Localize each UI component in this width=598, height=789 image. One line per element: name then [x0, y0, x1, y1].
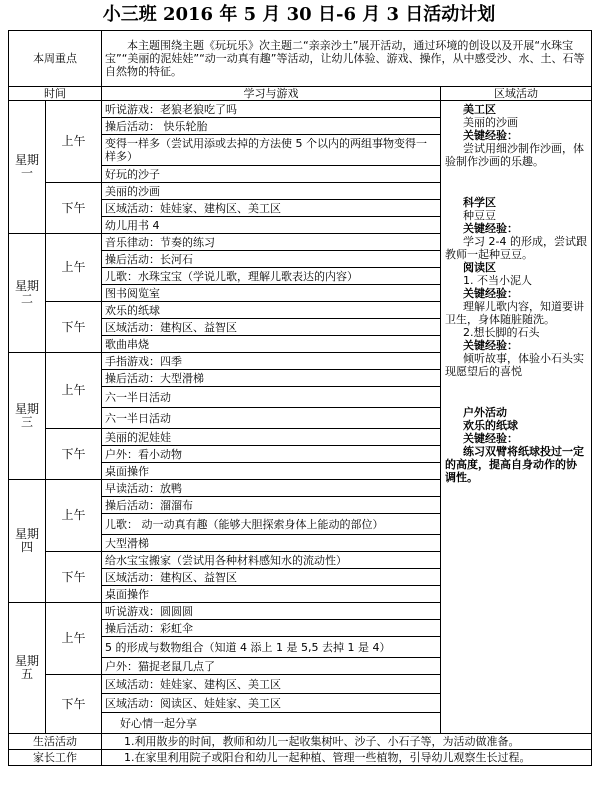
area-reading-desc1: 理解儿歌内容，知道要讲卫生，身体随脏随洗。 [445, 300, 584, 326]
activity: 操后活动：大型滑梯 [102, 370, 441, 387]
area-reading-key2: 关键经验： [463, 339, 518, 352]
wednesday-am: 上午 [46, 353, 102, 429]
area-art-title: 美工区 [463, 103, 496, 116]
header-area: 区域活动 [441, 87, 592, 101]
activity: 区域活动：建构区、益智区 [102, 569, 441, 586]
monday-am: 上午 [46, 101, 102, 183]
activity: 大型滑梯 [102, 535, 441, 552]
activity: 变得一样多（尝试用添或去掉的方法使 5 个以内的两组事物变得一样多） [102, 135, 441, 166]
activity: 欢乐的纸球 [102, 302, 441, 319]
plan-table [8, 30, 592, 766]
monday-pm: 下午 [46, 183, 102, 234]
friday-pm: 下午 [46, 675, 102, 734]
thursday-am: 上午 [46, 480, 102, 552]
activity: 音乐律动：节奏的练习 [102, 234, 441, 251]
area-outdoor-key: 关键经验： [463, 432, 518, 445]
area-outdoor-title: 户外活动 [463, 406, 507, 419]
activity: 户外：猫捉老鼠几点了 [102, 658, 441, 675]
activity: 好心情一起分享 [102, 713, 441, 734]
area-reading-item2: 2.想长脚的石头 [463, 326, 540, 339]
life-text: 1.利用散步的时间，教师和幼儿一起收集树叶、沙子、小石子等，为活动做准备。 [102, 734, 592, 750]
area-activities [441, 101, 592, 734]
day-monday: 星期一 [9, 101, 46, 234]
parent-label: 家长工作 [9, 750, 102, 766]
day-thursday: 星期四 [9, 480, 46, 603]
page-title: 小三班 2016 年 5 月 30 日-6 月 3 日活动计划 [102, 4, 496, 25]
area-science-name: 种豆豆 [463, 209, 496, 222]
focus-text: 本主题围绕主题《玩玩乐》次主题二“亲亲沙土”展开活动，通过环境的创设以及开展“水珠宝宝”“美丽的泥娃娃”“动一动真有趣”等活动，让幼儿体验、游戏、操作，从中感受沙、水、土、石等自然物的特征。 [102, 31, 592, 87]
activity: 幼儿用书 4 [102, 217, 441, 234]
header-learning: 学习与游戏 [102, 87, 441, 101]
activity: 操后活动：彩虹伞 [102, 620, 441, 637]
activity: 区域活动：阅读区、娃娃家、美工区 [102, 694, 441, 713]
day-wednesday: 星期三 [9, 353, 46, 480]
thursday-pm: 下午 [46, 552, 102, 603]
wednesday-pm: 下午 [46, 429, 102, 480]
activity: 户外：看小动物 [102, 446, 441, 463]
area-art-key: 关键经验： [463, 129, 518, 142]
friday-am: 上午 [46, 603, 102, 675]
focus-label: 本周重点 [9, 31, 102, 87]
activity: 六一半日活动 [102, 387, 441, 408]
tuesday-am: 上午 [46, 234, 102, 302]
day-tuesday: 星期二 [9, 234, 46, 353]
area-reading-desc2: 倾听故事，体验小石头实现愿望后的喜悦 [445, 352, 584, 378]
tuesday-pm: 下午 [46, 302, 102, 353]
activity: 六一半日活动 [102, 408, 441, 429]
activity: 儿歌： 动一动真有趣（能够大胆探索身体上能动的部位） [102, 514, 441, 535]
header-time: 时间 [9, 87, 102, 101]
area-art-desc: 尝试用细沙制作沙画，体验制作沙画的乐趣。 [445, 142, 584, 168]
activity: 操后活动：长河石 [102, 251, 441, 268]
activity: 给水宝宝搬家（尝试用各种材料感知水的流动性） [102, 552, 441, 569]
activity: 区域活动：娃娃家、建构区、美工区 [102, 200, 441, 217]
parent-text: 1.在家里利用院子或阳台和幼儿一起种植、管理一些植物，引导幼儿观察生长过程。 [102, 750, 592, 766]
activity: 歌曲串烧 [102, 336, 441, 353]
activity: 区域活动：建构区、益智区 [102, 319, 441, 336]
activity: 5 的形成与数物组合（知道 4 添上 1 是 5,5 去掉 1 是 4） [102, 637, 441, 658]
life-label: 生活活动 [9, 734, 102, 750]
activity: 美丽的泥娃娃 [102, 429, 441, 446]
activity: 区域活动：娃娃家、建构区、美工区 [102, 675, 441, 694]
day-friday: 星期五 [9, 603, 46, 734]
activity: 桌面操作 [102, 586, 441, 603]
area-outdoor-desc: 练习双臂将纸球投过一定的高度，提高自身动作的协调性。 [445, 445, 584, 484]
activity: 桌面操作 [102, 463, 441, 480]
area-reading-item1: 1. 不当小泥人 [463, 274, 532, 287]
activity: 听说游戏：老狼老狼吃了吗 [102, 101, 441, 118]
activity: 好玩的沙子 [102, 166, 441, 183]
activity: 早读活动：放鸭 [102, 480, 441, 497]
activity: 手指游戏：四季 [102, 353, 441, 370]
area-science-desc: 学习 2-4 的形成，尝试跟教师一起种豆豆。 [445, 235, 587, 261]
area-reading-title: 阅读区 [463, 261, 496, 274]
area-science-key: 关键经验： [463, 222, 518, 235]
activity: 儿歌：水珠宝宝（学说儿歌，理解儿歌表达的内容） [102, 268, 441, 285]
activity: 听说游戏：圆圆圆 [102, 603, 441, 620]
area-outdoor-name: 欢乐的纸球 [463, 419, 518, 432]
area-science-title: 科学区 [463, 196, 496, 209]
area-reading-key1: 关键经验： [463, 287, 518, 300]
activity: 操后活动：溜溜布 [102, 497, 441, 514]
activity: 图书阅览室 [102, 285, 441, 302]
activity: 操后活动： 快乐轮胎 [102, 118, 441, 135]
activity: 美丽的沙画 [102, 183, 441, 200]
area-art-name: 美丽的沙画 [463, 116, 518, 129]
